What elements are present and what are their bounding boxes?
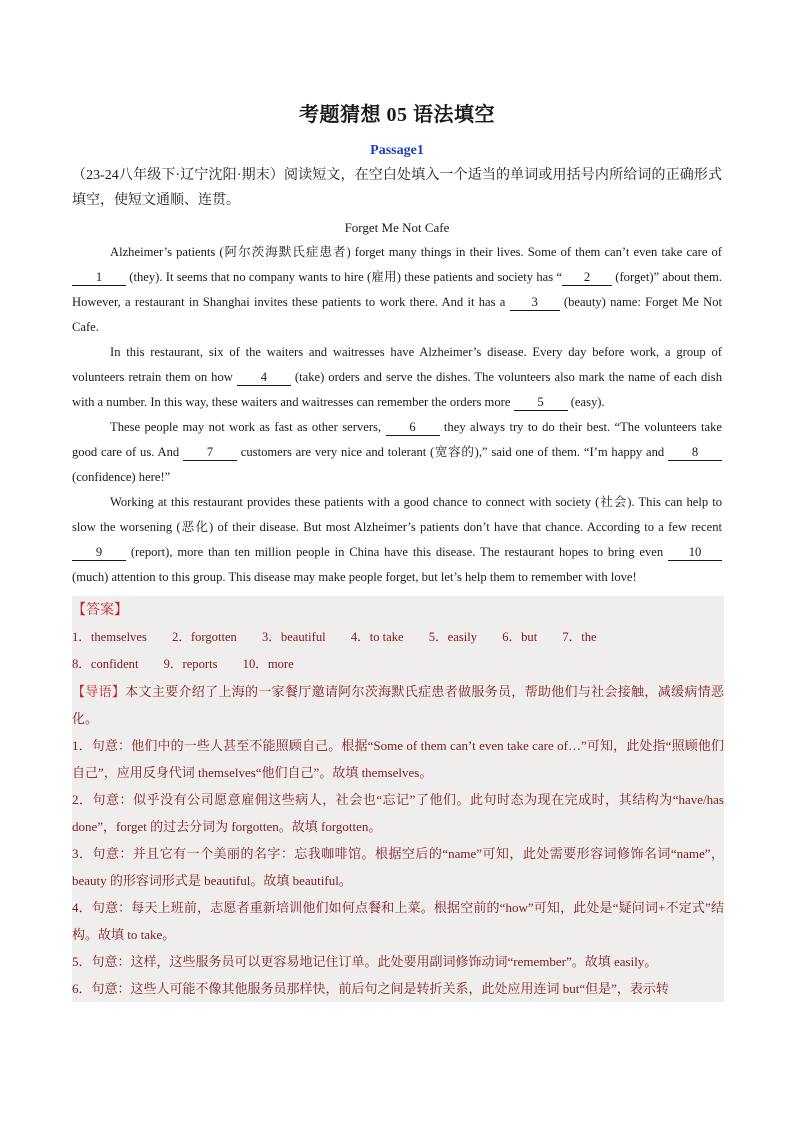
answer-item: 8．confident	[72, 657, 139, 671]
explanation-3: 3．句意：并且它有一个美丽的名字：忘我咖啡馆。根据空后的“name”可知，此处需要形容词修饰名词“name”，beauty 的形容词形式是 beautiful。故填 beautiful。	[72, 846, 724, 888]
answer-item: 2．forgotten	[172, 630, 237, 644]
paragraph-text: (confidence) here!”	[72, 470, 171, 484]
paragraph-text: (they). It seems that no company wants to hire (雇用) these patients and society has “	[126, 270, 562, 284]
paragraph-3	[72, 415, 722, 490]
answer-row-2	[72, 651, 724, 678]
paragraph-text: Alzheimer’s patients (阿尔茨海默氏症患者) forget many things in their lives. Some of them can’t even take care of	[110, 245, 722, 259]
paragraph-2	[72, 340, 722, 415]
explanation-2: 2．句意：似乎没有公司愿意雇佣这些病人，社会也“忘记”了他们。此句时态为现在完成时，其结构为“have/has done”，forget 的过去分词为 forgotten。故填 forgotten。	[72, 792, 724, 834]
answer-item: 10．more	[242, 657, 294, 671]
paragraph-text: These people may not work as fast as other servers,	[110, 420, 386, 434]
answer-item: 6．but	[502, 630, 538, 644]
paragraph-text: customers are very nice and tolerant (宽容的),” said one of them. “I’m happy and	[237, 445, 668, 459]
paragraph-text: (beauty) name: Forget Me Not Cafe.	[72, 295, 722, 334]
blank-8: 8	[668, 445, 722, 461]
answer-item: 1．themselves	[72, 630, 147, 644]
instructions: （23-24八年级下·辽宁沈阳·期末）阅读短文，在空白处填入一个适当的单词或用括号内所给词的正确形式填空，使短文通顺、连贯。	[72, 168, 722, 208]
guide	[72, 678, 724, 732]
answer-item: 7．the	[562, 630, 597, 644]
answer-item: 9．reports	[163, 657, 218, 671]
explanation-1: 1．句意：他们中的一些人甚至不能照顾自己。根据“Some of them can’t even take care of…”可知，此处指“照顾他们自己”，应用反身代词 themselves“他们自己”。故填 themselves。	[72, 738, 724, 780]
answer-heading: 【答案】	[72, 603, 128, 618]
paragraph-text: Working at this restaurant provides these patients with a good chance to connect with society (社会). This can help to slow the worsening (恶化) of their disease. But most Alzheimer’s patients don’t have that chance. According to a few recent	[72, 495, 722, 534]
guide-text: 本文主要介绍了上海的一家餐厅邀请阿尔茨海默氏症患者做服务员，帮助他们与社会接触，减缓病情恶化。	[72, 684, 724, 726]
blank-7: 7	[183, 445, 237, 461]
answer-section	[72, 596, 724, 1002]
paragraph-text: (take) orders and serve the dishes. The volunteers also mark the name of each dish with a number. In this way, these waiters and waitresses can remember the orders more	[72, 370, 722, 409]
answer-item: 4．to take	[350, 630, 404, 644]
paragraph-text: (forget)” about them. However, a restaurant in Shanghai invites these patients to work there. And it has a	[72, 270, 722, 309]
guide-label: 【导语】	[72, 684, 126, 699]
explanation-6: 6．句意：这些人可能不像其他服务员那样快，前后句之间是转折关系，此处应用连词 but“但是”，表示转	[72, 981, 669, 996]
paragraph-text: (much) attention to this group. This disease may make people forget, but let’s help them to remember with love!	[72, 570, 637, 584]
explanation-5: 5．句意：这样，这些服务员可以更容易地记住订单。此处要用副词修饰动词“remember”。故填 easily。	[72, 954, 658, 969]
blank-3: 3	[510, 295, 560, 311]
blank-2: 2	[562, 270, 612, 286]
paragraph-4	[72, 490, 722, 590]
answer-item: 3．beautiful	[262, 630, 326, 644]
story-title: Forget Me Not Cafe	[344, 220, 450, 235]
paragraph-text: (report), more than ten million people in China have this disease. The restaurant hopes to bring even	[126, 545, 668, 559]
paragraph-1	[72, 240, 722, 340]
paragraph-text: they always try to do their best. “The volunteers take good care of us. And	[72, 420, 722, 459]
blank-4: 4	[237, 370, 291, 386]
blank-6: 6	[386, 420, 440, 436]
blank-5: 5	[514, 395, 568, 411]
answer-row-1	[72, 624, 724, 651]
page-title: 考题猜想 05 语法填空	[299, 104, 495, 126]
passage-label: Passage1	[370, 143, 424, 158]
paragraph-text: In this restaurant, six of the waiters and waitresses have Alzheimer’s disease. Every day before work, a group of volunteers retrain them on how	[72, 345, 722, 384]
answer-item: 5．easily	[428, 630, 478, 644]
page-content	[72, 98, 722, 1002]
blank-10: 10	[668, 545, 722, 561]
blank-1: 1	[72, 270, 126, 286]
paragraph-text: (easy).	[567, 395, 605, 409]
blank-9: 9	[72, 545, 126, 561]
explanation-4: 4．句意：每天上班前，志愿者重新培训他们如何点餐和上菜。根据空前的“how”可知，此处是“疑问词+不定式”结构。故填 to take。	[72, 900, 724, 942]
